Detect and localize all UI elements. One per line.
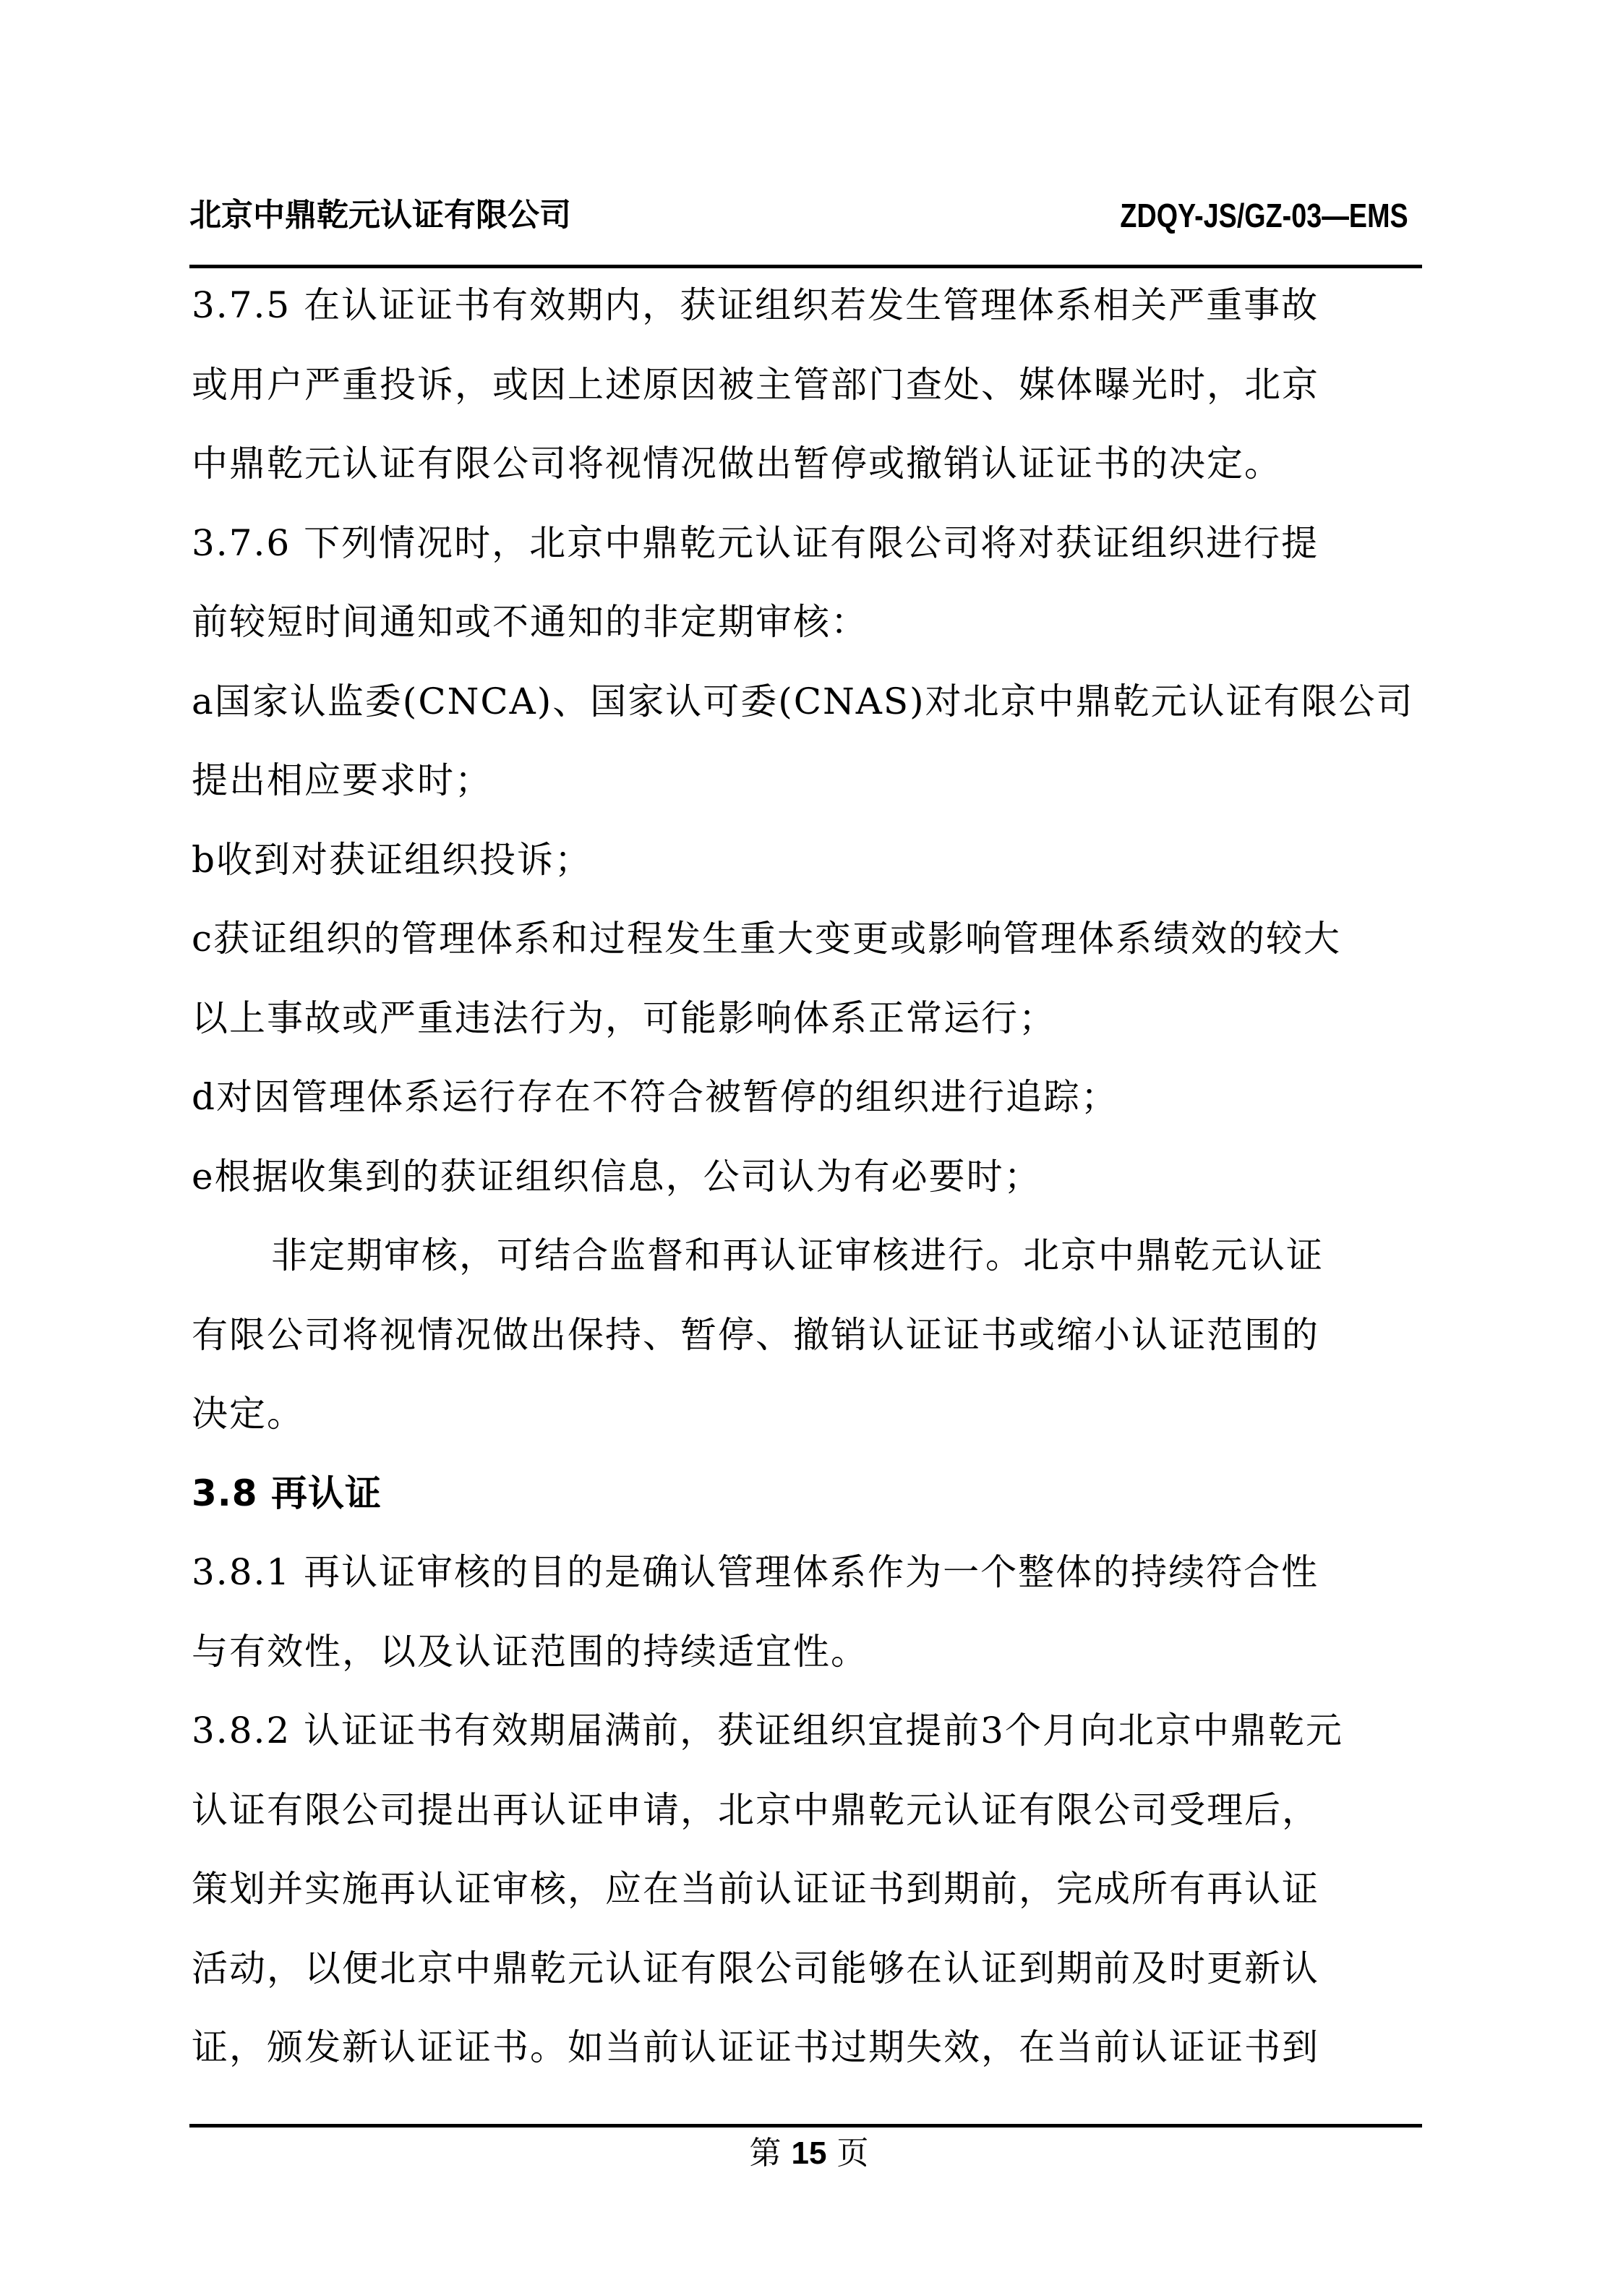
- clause-3-7-6-line-1: 3.7.6 下列情况时，北京中鼎乾元认证有限公司将对获证组织进行提: [192, 521, 1319, 564]
- paragraph-unscheduled-audit-line-1: 非定期审核，可结合监督和再认证审核进行。北京中鼎乾元认证: [271, 1234, 1324, 1276]
- clause-3-8-2-line-2: 认证有限公司提出再认证申请，北京中鼎乾元认证有限公司受理后，: [192, 1788, 1319, 1831]
- list-item-a-line-1: a国家认监委(CNCA)、国家认可委(CNAS)对北京中鼎乾元认证有限公司: [192, 680, 1414, 722]
- page-label-prefix: 第: [749, 2135, 782, 2172]
- footer-rule: [189, 2124, 1422, 2128]
- list-item-c-line-1: c获证组织的管理体系和过程发生重大变更或影响管理体系绩效的较大: [192, 918, 1342, 960]
- clause-3-8-2-line-5: 证，颁发新认证证书。如当前认证证书过期失效，在当前认证证书到: [192, 2026, 1319, 2068]
- page-label-suffix: 页: [836, 2135, 869, 2172]
- clause-3-8-2-line-4: 活动，以便北京中鼎乾元认证有限公司能够在认证到期前及时更新认: [192, 1947, 1319, 1989]
- clause-3-8-1-line-2: 与有效性，以及认证范围的持续适宜性。: [192, 1630, 868, 1673]
- paragraph-unscheduled-audit-line-3: 决定。: [192, 1393, 304, 1435]
- section-heading-3-8: 3.8 再认证: [192, 1472, 382, 1514]
- page-footer: [0, 2133, 1618, 2174]
- company-name: 北京中鼎乾元认证有限公司: [189, 197, 571, 234]
- clause-3-7-5-line-1: 3.7.5 在认证证书有效期内，获证组织若发生管理体系相关严重事故: [192, 284, 1319, 326]
- list-item-e: e根据收集到的获证组织信息，公司认为有必要时；: [192, 1155, 1042, 1198]
- document-code: ZDQY-JS/GZ-03—EMS: [1120, 197, 1408, 234]
- clause-3-8-2-line-1: 3.8.2 认证证书有效期届满前，获证组织宜提前3个月向北京中鼎乾元: [192, 1710, 1343, 1751]
- clause-3-7-6-line-2: 前较短时间通知或不通知的非定期审核：: [192, 601, 868, 643]
- clause-3-8-1-line-1: 3.8.1 再认证审核的目的是确认管理体系作为一个整体的持续符合性: [192, 1551, 1319, 1593]
- document-body: [192, 266, 1435, 2088]
- list-item-c-line-2: 以上事故或严重违法行为，可能影响体系正常运行；: [192, 997, 1056, 1039]
- list-item-b: b收到对获证组织投诉；: [192, 838, 593, 881]
- page-number: 15: [791, 2135, 827, 2171]
- list-item-d: d对因管理体系运行存在不符合被暂停的组织进行追踪；: [192, 1076, 1119, 1118]
- clause-3-8-2-line-3: 策划并实施再认证审核，应在当前认证证书到期前，完成所有再认证: [192, 1868, 1319, 1910]
- clause-3-7-5-line-3: 中鼎乾元认证有限公司将视情况做出暂停或撤销认证证书的决定。: [192, 443, 1282, 485]
- list-item-a-line-2: 提出相应要求时；: [192, 759, 492, 801]
- clause-3-7-5-line-2: 或用户严重投诉，或因上述原因被主管部门查处、媒体曝光时，北京: [192, 363, 1319, 406]
- paragraph-unscheduled-audit-line-2: 有限公司将视情况做出保持、暂停、撤销认证证书或缩小认证范围的: [192, 1313, 1319, 1356]
